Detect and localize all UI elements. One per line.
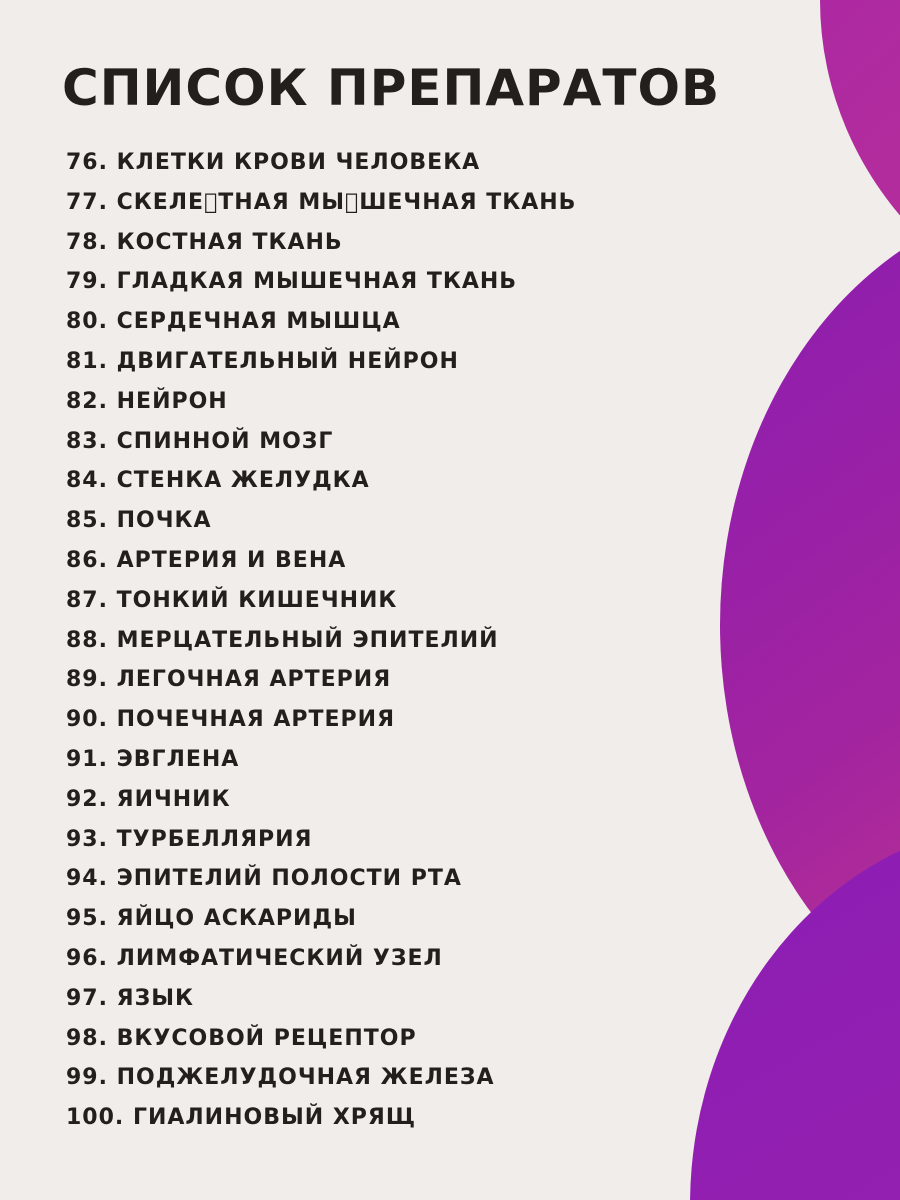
list-item: 84. СТЕНКА ЖЕЛУДКА bbox=[66, 468, 370, 494]
list-item: 98. ВКУСОВОЙ РЕЦЕПТОР bbox=[66, 1025, 417, 1051]
list-item: 77. СКЕЛЕ ТНАЯ МЫ ШЕЧНАЯ ТКАНЬ bbox=[66, 189, 577, 215]
list-item: 89. ЛЕГОЧНАЯ АРТЕРИЯ bbox=[66, 667, 392, 693]
preparations-list bbox=[66, 143, 576, 1138]
list-item: 94. ЭПИТЕЛИЙ ПОЛОСТИ РТА bbox=[66, 866, 462, 892]
list-item: 88. МЕРЦАТЕЛЬНЫЙ ЭПИТЕЛИЙ bbox=[66, 627, 499, 653]
list-item: 79. ГЛАДКАЯ МЫШЕЧНАЯ ТКАНЬ bbox=[66, 269, 518, 295]
list-item: 92. ЯИЧНИК bbox=[66, 786, 231, 812]
list-item: 78. КОСТНАЯ ТКАНЬ bbox=[66, 229, 343, 255]
list-item: 81. ДВИГАТЕЛЬНЫЙ НЕЙРОН bbox=[66, 348, 459, 374]
page-title: СПИСОК ПРЕПАРАТОВ bbox=[62, 59, 721, 117]
list-item: 86. АРТЕРИЯ И ВЕНА bbox=[66, 547, 347, 573]
list-item: 99. ПОДЖЕЛУДОЧНАЯ ЖЕЛЕЗА bbox=[66, 1065, 495, 1091]
list-item: 90. ПОЧЕЧНАЯ АРТЕРИЯ bbox=[66, 707, 396, 733]
list-item: 83. СПИННОЙ МОЗГ bbox=[66, 428, 334, 454]
list-item: 87. ТОНКИЙ КИШЕЧНИК bbox=[66, 587, 398, 613]
list-item: 91. ЭВГЛЕНА bbox=[66, 746, 240, 772]
list-item: 97. ЯЗЫК bbox=[66, 985, 194, 1011]
list-item: 80. СЕРДЕЧНАЯ МЫШЦА bbox=[66, 309, 401, 335]
list-item: 82. НЕЙРОН bbox=[66, 388, 228, 414]
list-item: 95. ЯЙЦО АСКАРИДЫ bbox=[66, 906, 357, 932]
list-item: 85. ПОЧКА bbox=[66, 508, 212, 534]
list-item: 96. ЛИМФАТИЧЕСКИЙ УЗЕЛ bbox=[66, 945, 443, 971]
list-item: 93. ТУРБЕЛЛЯРИЯ bbox=[66, 826, 313, 852]
list-item: 100. ГИАЛИНОВЫЙ ХРЯЩ bbox=[66, 1105, 417, 1131]
list-item: 76. КЛЕТКИ КРОВИ ЧЕЛОВЕКА bbox=[66, 150, 481, 175]
